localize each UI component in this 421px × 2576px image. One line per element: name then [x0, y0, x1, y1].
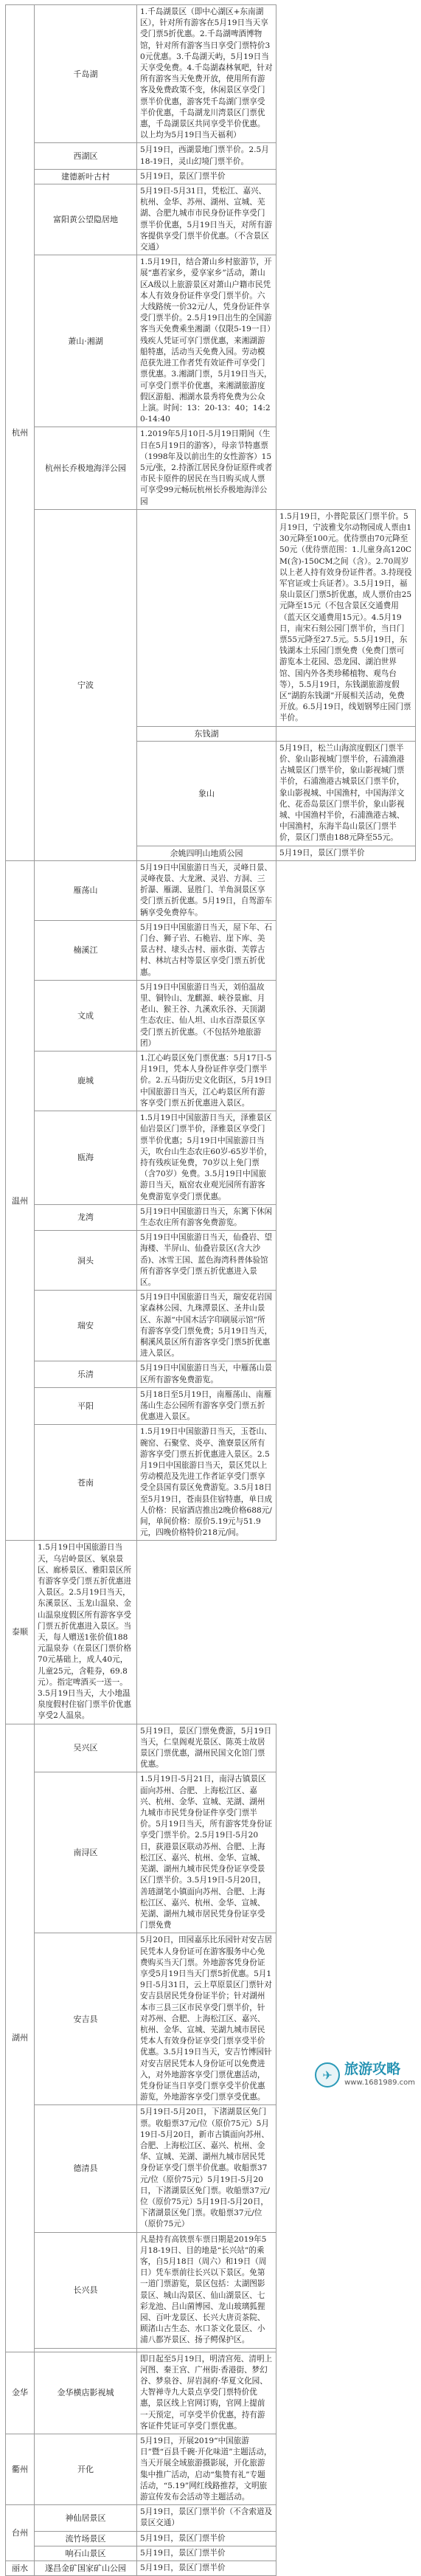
city-cell: 衢州	[6, 2434, 35, 2505]
table-row	[6, 1541, 416, 1724]
discount-description-cell: 5月19日，景区门票半价	[137, 169, 276, 184]
attraction-cell: 洞头	[35, 1231, 137, 1291]
city-cell: 金华	[6, 2352, 35, 2434]
discount-description-cell: 1.江心屿景区免门票优惠：5月17日-5月19日，凭本人身份证件享受门票半价。2.五马街历史文化街区，5月19日中国旅游日当天，江心屿景区所有游客享受门票五折优惠进入景区。	[137, 1052, 276, 1111]
discount-description-cell: 5月19日，景区门票半价（不含索道及景区交通）	[137, 2505, 276, 2531]
attraction-cell: 建德新叶古村	[35, 169, 137, 184]
table-row	[6, 255, 416, 427]
plane-logo-icon: ✈	[315, 2062, 340, 2088]
table-row	[6, 1231, 416, 1291]
attraction-cell: 流竹场景区	[35, 2531, 137, 2546]
travel-discount-table	[5, 4, 416, 2576]
discount-description-cell	[276, 726, 416, 741]
attraction-cell: 杭州长乔极地海洋公园	[35, 427, 137, 509]
discount-description-cell: 5月19日中国旅游日当天，仙叠岩、望海楼、半屏山、仙叠岩景区(含大沙岙)、冰雪王国、蓝色海湾科普体验馆所有游客享受门票五折优惠进入景区。	[137, 1231, 276, 1291]
watermark-text	[344, 2061, 415, 2089]
attraction-cell: 苍南	[35, 1425, 137, 1541]
discount-description-cell: 5月19日，松兰山海滨度假区门票半价、象山影视城门票半价，石浦渔港古城景区门票半价，象山影视城门票半价，石浦渔港古城景区门票半价，象山影视城、中国渔村，中国海洋文化、花岙岛景区门票半价，象山影视城、中国渔村半价，石浦渔港古城、中国渔村，东海半岛山景区门票半价，景区门票由188元降至55元。	[276, 741, 416, 846]
attraction-cell: 楠溪江	[35, 920, 137, 980]
discount-description-cell: 1.5月19日，小普陀景区门票半价。5月19日，宁波雅戈尔动物园成人票由130元降至100元。优待票由70元降至50元（优待票范围：1.儿童身高120CM(含)-150CM之间（含）。2.70周岁以上老人持有效身份证件者。3.持现役军官证或士兵证者）。3.5月19日，福泉山景区门票5折优惠，成人票价由25元降至15元（不包含景区交通费用（蓝天区交通费用15元）。4.5月19日，南宋石刻公园门票半价，当日门票55元降至27.5元。5.5月19日，东钱湖本土乐园门票免费（免费门票可游览本土花园、恐龙园、湖泊世界馆、国内外各类珍稀植物、观鸟台等），5.5月19日，东钱湖旅游度假区“湖韵东钱湖”开展相关活动，免费开放。6.5月19日，线划钢琴庄园门票半价。	[276, 509, 416, 726]
table-row	[6, 2505, 416, 2531]
table-row	[6, 2531, 416, 2546]
table-row	[6, 169, 416, 184]
discount-description-cell: 5月19日中国旅游日当天，东篱下休闲生态农庄所有游客免费游览。	[137, 1204, 276, 1230]
city-cell: 温州	[6, 860, 35, 1541]
discount-description-cell: 5月19日，景区门票半价	[137, 2561, 276, 2576]
table-row	[6, 1772, 416, 1933]
table-row	[6, 1361, 416, 1387]
city-cell: 台州	[6, 2505, 35, 2561]
discount-description-cell: 5月19日-5月20日，下渚湖景区免门票。收船票37元/位（原价75元）5月19日-5月20日，新市古镇面向苏州、合肥、上海松江区、嘉兴、杭州、金华、宣城、芜湖、湖州九城市居民凭身份证享受门票半价优惠。收船票37元/位（原价75元）5月19日-5月20日，下渚湖景区免门票。收船票37元/位（原价75元）5月19日-5月20日，下渚湖景区免门票。收船票37元/位（原价75元）	[137, 2105, 276, 2232]
discount-description-cell: 凡是持有高铁票车票日期是2019年5月18-19日、目的地是“长兴站”的乘客，自5月18日（周六）和19日（周日）凭车票前往长兴以下景区。免第一道门票游览，景区包括：太湖图影景区、城山沟景区、仙山湖景区、七彩龙池、吕山菌博园、龙山玻璃狐狸园、百叶龙景区、长兴大唐贡茶院、顾渚山古生态、水口茶文化景区、小浦八都岕景区、扬子鳄保护区。	[137, 2232, 276, 2348]
attraction-cell: 文成	[35, 980, 137, 1051]
discount-description-cell: 1.2019年5月10日-5月19日期间（生日在5月19日的游客），母亲节特惠票（1998年及以前出生的女性游客）155元/张，2.持浙江居民身份证原件或者市民卡原件的居民在当日购买成人票可享受99元畅玩杭州长乔极地海洋公园	[137, 427, 276, 509]
discount-description-cell: 1.5月19日中国旅游日当天，玉苍山、碗窑、石聚堂、炎亭、渔寮景区所有游客享受门票五折优惠进入景区。2.5月19日中国旅游日当天，景区凭以上劳动模范及先进工作者证享受门票享受全县国有景区免费游览。3.5月18日至5月19日，苍南县住宿特惠，单日成人价格：民宿酒店推出2晚价格688元/间，单间价格：原价5.19元与51.9元，四晚价格特价218元/间。	[137, 1425, 276, 1541]
table-body	[6, 5, 416, 2576]
discount-description-cell: 5月19日中国旅游日当天，中雁荡山景区所有游客免费游览。	[137, 1361, 276, 1387]
table-row	[6, 427, 416, 509]
attraction-cell: 雁荡山	[35, 860, 137, 920]
discount-description-cell: 5月19日中国旅游日当天，屋下年、石门台、狮子岩、石桅岩、崖下库、美景古村、埭头古村、丽水街、芙蓉古村、林坑古村等景区享受门票五折优惠。	[137, 920, 276, 980]
table-row	[6, 1052, 416, 1111]
table-row	[6, 2352, 416, 2434]
table-row	[6, 1111, 416, 1205]
attraction-cell: 瑞安	[35, 1291, 137, 1361]
attraction-cell: 龙湾	[35, 1204, 137, 1230]
attraction-cell: 象山	[137, 741, 276, 846]
attraction-cell: 吴兴区	[35, 1724, 137, 1772]
discount-description-cell: 5月19日，西湖景地门票半价。2.5月18-19日，灵山幻境门票半价。	[137, 143, 276, 169]
table-row	[6, 143, 416, 169]
table-row	[6, 1387, 416, 1425]
attraction-cell: 长兴县	[35, 2232, 137, 2348]
table-row	[6, 184, 416, 255]
attraction-cell: 东钱湖	[137, 726, 276, 741]
discount-description-cell: 5月19日中国旅游日当天，刘伯温故里、铜铃山、龙麒源、峡谷景廊、月老山、猴王谷、九溪欢乐谷、天顶湖生态农庄、仙人坦、山水百漈景区享受门票五折优惠。（不包括外地旅游团）	[137, 980, 276, 1051]
attraction-cell: 德清县	[35, 2105, 137, 2232]
table-row	[6, 860, 416, 920]
city-cell: 杭州	[6, 5, 35, 861]
discount-description-cell: 1.5月19日-5月21日，南浔古镇景区面向苏州、合肥、上海松江区、嘉兴、杭州、金华、宣城、芜湖、湖州九城市市民凭身份证件享受门票半价。5月19日当天，所有游客凭身份证享受门票半价。2.5月19日-5月20日，荻港景区联动苏州、合肥、上海松江区、嘉兴、杭州、金华、宣城、芜湖、湖州九城市民凭身份证享受景区门票半价。3.5月19日-5月20日，善琏湖笔小镇面向苏州、合肥、上海松江区、嘉兴、杭州、金华、宣城、芜湖、湖州九城市居民凭身份证享受门票免费	[137, 1772, 276, 1933]
discount-description-cell: 1.5月19日中国旅游日当天，乌岩岭景区、氡泉景区、廊桥景区、雅阳景区所有游客享受门票五折优惠进入景区。2.5月19日当天，东溪景区、玉龙山温泉、金山温泉度假区所有游客享受门票五折优惠进入景区。当天，每人赠送1张价值188元温泉券（在景区门票价格70元基础上，成人40元，儿童25元，含鞋券，69.8元）。指定啤酒买一送一。3.5月19日当天，大小地温泉度假村住宿门票半价优惠享受2人温泉。	[35, 1541, 137, 1724]
discount-description-cell: 5月19日，开展2019“中国旅游日”暨“百县千碗·开化味道”主题活动，当天开展全域旅游摄影展，开化旅游集中推广活动，启动“集赞有礼”专题活动，“5.19”网红线路推荐，文明旅游宣传发布会活动等主题活动。	[137, 2434, 276, 2505]
discount-description-cell: 1.千岛湖景区（即中心湖区+东南湖区），针对所有游客在5月19日当天享受门票5折优惠。2.千岛湖啤酒博物馆，针对所有游客当日享受门票特价30元优惠。3.千岛湖天屿，5月19日当天享受免费。4.千岛湖森林氧吧，针对所有游客当天免费开放，使用所有游客及免费政策不变，休闲景区享受门票半价优惠，游客凭千岛湖门票享受半价优惠，千岛湖龙川湾景区门票优惠，千岛湖景区共同享受半价优惠。以上均为5月19日当天福利）	[137, 5, 276, 143]
discount-description-cell: 5月19日，景区门票半价	[137, 2546, 276, 2561]
attraction-cell: 响石山景区	[35, 2546, 137, 2561]
attraction-cell: 乐清	[35, 1361, 137, 1387]
attraction-cell: 金华横店影视城	[35, 2352, 137, 2434]
attraction-cell: 南浔区	[35, 1772, 137, 1933]
attraction-cell: 富阳黄公望隐居地	[35, 184, 137, 255]
table-row	[6, 2232, 416, 2348]
attraction-cell: 神仙居景区	[35, 2505, 137, 2531]
attraction-cell: 平阳	[35, 1387, 137, 1425]
watermark-name: 旅游攻略	[344, 2061, 401, 2077]
table-row	[6, 5, 416, 143]
discount-description-cell: 1.5月19日中国旅游日当天，泽雅景区仙岩景区门票半价，泽雅景区享受门票半价优惠；5月19日中国旅游日当天，吹台山生态农庄60岁-65岁半价，持有残疾证免费，70岁以上免门票（含70岁）免费。3.5月19日中国旅游日当天，瓯窑农业观光园所有游客免费游览享受门票优惠。	[137, 1111, 276, 1205]
attraction-cell	[137, 509, 276, 726]
attraction-cell: 瓯海	[35, 1111, 137, 1205]
watermark	[315, 2061, 415, 2089]
table-row	[6, 1425, 416, 1541]
attraction-cell: 余姚四明山地质公园	[137, 846, 276, 860]
attraction-cell: 鹿城	[35, 1052, 137, 1111]
discount-description-cell: 5月19日，景区门票半价	[137, 2531, 276, 2546]
table-row	[6, 1291, 416, 1361]
table-row	[6, 2105, 416, 2232]
table-row	[6, 920, 416, 980]
city-cell: 丽水	[6, 2561, 35, 2576]
table-row	[6, 2434, 416, 2505]
discount-description-cell: 5月19日，景区门票半价	[276, 846, 416, 860]
attraction-cell: 萧山·湘湖	[35, 255, 137, 427]
discount-description-cell: 5月20日，田园嘉乐比乐园针对安吉居民凭本人身份证可在游客服务中心免费购买当天门票。外地游客凭身份证享受5月19日当天门票5折优惠。5月19日-5月31日，云上草原景区门票针对安吉县居民凭身份证半价；针对湖州本市三县三区市民享受门票半价，针对苏州、合肥、上海松江区、嘉兴、杭州、金华、宣城、芜湖九城市居民凭本人有效身份证享受门票享受半价优惠。3.5月19日当天，安吉竹博园针对安吉居民凭本人身份证可以免费进入，对外地游客享受门票优惠活动，凭身份证当日享受门票享受半价优惠游览，外地游客享受门票享受优惠。	[137, 1933, 276, 2105]
discount-description-cell: 5月18日至5月19日，南雁荡山、南雁荡山生态公园所有游客享受门票五折优惠进入景区。	[137, 1387, 276, 1425]
city-cell: 湖州	[6, 1724, 35, 2352]
table-row	[6, 1724, 416, 1772]
attraction-cell: 安吉县	[35, 1933, 137, 2105]
watermark-url: www.1681989.com	[344, 2079, 415, 2087]
table-row	[6, 1204, 416, 1230]
table-row	[6, 980, 416, 1051]
table-row	[6, 509, 416, 726]
discount-description-cell: 即日起至5月19日，明清宫苑、清明上河图、秦王宫、广州街·香港街、梦幻谷、梦泉谷、屏岩洞府·华夏文化园、大智禅寺九大景点享受门票特价优惠，景区线上官网订购，官网上提前一天预定，可享受半价优惠，持有游客证件凭证可享受门票优惠。	[137, 2352, 276, 2434]
discount-description-cell: 5月19日中国旅游日当天，瑞安花岩国家森林公园、九珠潭景区、圣井山景区、东源“中国木活字印刷展示馆”所有游客享受门票免费；5月19日当天，桐溪风景区所有游客享受门票5折优惠进入景区。	[137, 1291, 276, 1361]
table-row	[6, 2546, 416, 2561]
city-cell: 宁波	[35, 509, 137, 860]
discount-description-cell: 5月19日，景区门票免费游，5月19日当天，仁皇阁观光景区、陈英士故居景区门票优惠，湖州民国文化馆门票优惠。	[137, 1724, 276, 1772]
attraction-cell: 遂昌金矿国家矿山公园	[35, 2561, 137, 2576]
discount-description-cell: 5月19日中国旅游日当天，灵峰日景、灵峰夜景、大龙湫、灵岩、方洞、三折瀑、雁湖、显胜门、羊角洞景区享受门票五折优惠。5月19日，自驾游车辆享受免费停车。	[137, 860, 276, 920]
discount-description-cell: 1.5月19日，结合萧山乡村旅游节，开展“惠若家乡，爱享家乡”活动，萧山区A级以上旅游景区对萧山户籍市民凭本人有效身份证件享受门票半价。六大线路统一价32元/人，凭身份证件享受门票半价。2.5月19日出生的全国游客当天免费乘坐湘湖（仅限5-19一日）残疾人凭证可享门票优惠，来湘湖游船特惠，活动当天免费入园。劳动模范获先进工作者凭有效证件可享受门票优惠。3.湘湖门票，5月19日当天，可享受门票半价优惠，来湘湖旅游度假区游船、湘湖水景秀将免费为公众上演。时间：13：20-13：40；14:20-14:40	[137, 255, 276, 427]
attraction-cell: 千岛湖	[35, 5, 137, 143]
table-row	[6, 2561, 416, 2576]
discount-description-cell: 5月19日-5月31日，凭松江、嘉兴、杭州、金华、苏州、湖州、宣城、芜湖、合肥九城市市民身份证件享受门票半价优惠，5月19日当天，对所有游客提供享受门票半价优惠。（不含景区交通）	[137, 184, 276, 255]
attraction-cell: 开化	[35, 2434, 137, 2505]
attraction-cell: 泰顺	[6, 1541, 35, 1724]
attraction-cell: 西湖区	[35, 143, 137, 169]
